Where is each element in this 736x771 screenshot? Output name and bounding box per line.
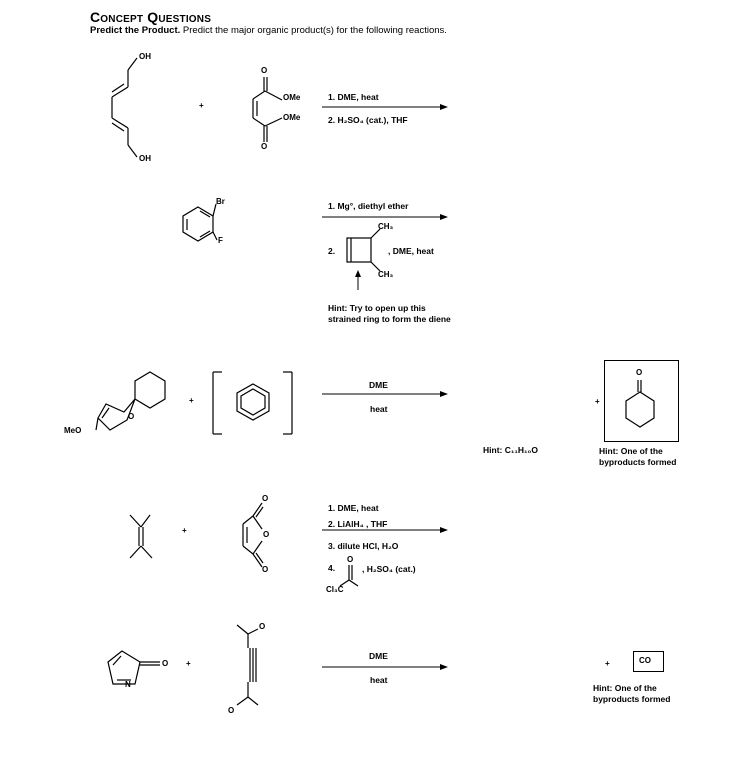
ketone-o-top: O — [259, 622, 266, 631]
plus-sign: + — [595, 397, 600, 406]
anhydride-o-ring: O — [263, 530, 270, 539]
benzyne-structure — [213, 372, 292, 434]
plus-sign: + — [182, 526, 187, 535]
reagent-step-1: 1. Mg°, diethyl ether — [328, 201, 409, 211]
carbon-monoxide-label: CO — [639, 656, 651, 665]
pyrrolone-structure — [108, 651, 160, 684]
condition-below-arrow: heat — [370, 404, 388, 414]
fluorine-label: F — [218, 236, 223, 245]
carbonyl-o-top: O — [261, 66, 268, 75]
page-title: Concept Questions — [90, 9, 212, 25]
reagent-step-1: 1. DME, heat — [328, 92, 379, 102]
condition-above-arrow: DME — [369, 651, 388, 661]
ketone-oxygen-label: O — [636, 368, 643, 377]
dienediol-structure — [112, 58, 137, 157]
chloral-structure — [340, 565, 358, 586]
methyl-label-bottom: CH₃ — [378, 270, 394, 279]
instructions: Predict the Product. Predict the major organic product(s) for the following reactions. — [90, 25, 447, 36]
plus-sign: + — [186, 659, 191, 668]
reagent-step-4-conditions: , H₂SO₄ (cat.) — [362, 564, 416, 574]
bromofluorobenzene-structure — [183, 204, 217, 241]
anhydride-o-bottom: O — [262, 565, 269, 574]
hydroxyl-label-top: OH — [139, 52, 151, 61]
pyrrolone-oxygen-label: O — [162, 659, 169, 668]
ring-oxygen-label: O — [128, 412, 135, 421]
methoxy-label-top: OMe — [283, 93, 301, 102]
condition-below-arrow: heat — [370, 675, 388, 685]
dialkyne-diketone-structure — [237, 625, 258, 705]
bromine-label: Br — [216, 197, 225, 206]
plus-sign: + — [189, 396, 194, 405]
hydroxyl-label-bottom: OH — [139, 154, 151, 163]
hint-text: Hint: One of the byproducts formed — [599, 446, 677, 467]
hint-text: Hint: Try to open up this strained ring to form the diene — [328, 303, 451, 324]
reagent-step-4-number: 4. — [328, 563, 336, 573]
plus-sign: + — [199, 101, 204, 110]
maleic-anhydride-structure — [243, 503, 263, 567]
reagent-step-1: 1. DME, heat — [328, 503, 379, 513]
reagent-step-2-conditions: , DME, heat — [388, 246, 434, 256]
reagent-step-2-number: 2. — [328, 246, 336, 256]
carbonyl-o-bottom: O — [261, 142, 268, 151]
methoxy-label: MeO — [64, 426, 82, 435]
aldehyde-oxygen-label: O — [347, 555, 354, 564]
reagent-step-3: 3. dilute HCl, H₂O — [328, 541, 399, 551]
condition-above-arrow: DME — [369, 380, 388, 390]
methoxy-label-bottom: OMe — [283, 113, 301, 122]
anhydride-o-top: O — [262, 494, 269, 503]
nitrogen-label: N — [125, 680, 131, 689]
spiro-pyran-structure — [96, 372, 165, 430]
reagent-step-2: 2. H₂SO₄ (cat.), THF — [328, 115, 408, 125]
hint-text: Hint: One of the byproducts formed — [593, 683, 671, 704]
plus-sign: + — [605, 659, 610, 668]
methyl-label-top: CH₃ — [378, 222, 394, 231]
dimethylcyclobutene-structure — [347, 229, 380, 271]
hint-formula: Hint: C₁₁H₁₀O — [483, 445, 538, 455]
reagent-step-2: 2. LiAlH₄ , THF — [328, 519, 388, 529]
ketone-o-bottom: O — [228, 706, 235, 715]
trichloromethyl-label: Cl₃C — [326, 585, 344, 594]
tetramethylethylene-structure — [130, 515, 152, 558]
dimethyl-ester-structure — [253, 77, 282, 142]
